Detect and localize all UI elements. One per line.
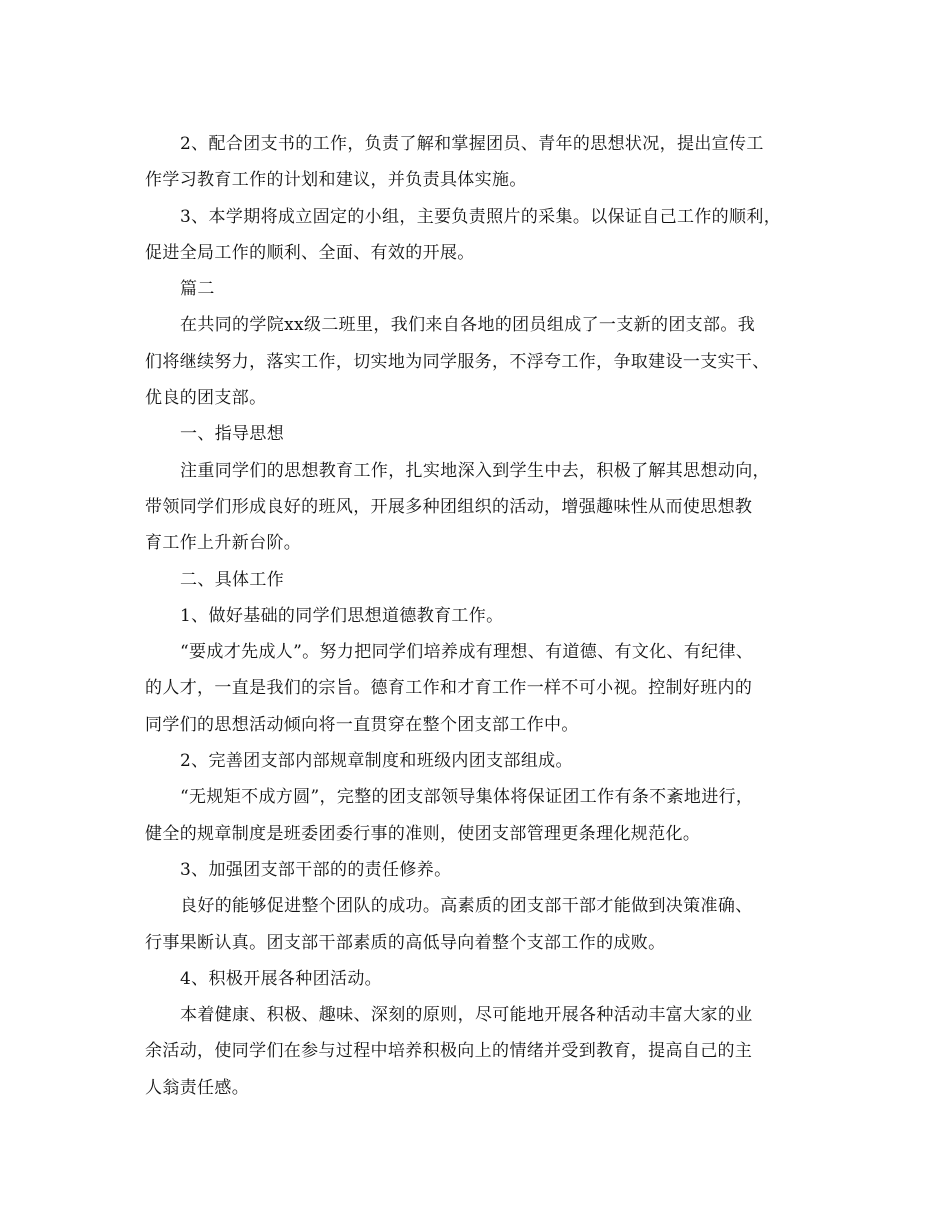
text-line: 优良的团支部。 <box>145 388 267 409</box>
text-line: 良好的能够促进整个团队的成功。高素质的团支部干部才能做到决策准确、 <box>180 896 753 917</box>
document-body <box>145 126 817 1106</box>
text-line: 人翁责任感。 <box>145 1077 250 1098</box>
text-line: 促进全局工作的顺利、全面、有效的开展。 <box>145 242 475 263</box>
text-line: 2、配合团支书的工作，负责了解和掌握团员、青年的思想状况，提出宣传工 <box>180 134 764 154</box>
section-heading: 篇二 <box>180 279 215 300</box>
text-line: 行事果断认真。团支部干部素质的高低导向着整个支部工作的成败。 <box>145 932 666 953</box>
text-line: “要成才先成人”。努力把同学们培养成有理想、有道德、有文化、有纪律、 <box>180 642 754 663</box>
text-line: 在共同的学院xx级二班里，我们来自各地的团员组成了一支新的团支部。我 <box>180 315 756 336</box>
text-line: 同学们的思想活动倾向将一直贯穿在整个团支部工作中。 <box>145 714 579 735</box>
text-line: 3、本学期将成立固定的小组，主要负责照片的采集。以保证自己工作的顺利， <box>180 206 782 227</box>
list-item-heading: 2、完善团支部内部规章制度和班级内团支部组成。 <box>180 751 573 772</box>
list-item-heading: 1、做好基础的同学们思想道德教育工作。 <box>180 605 504 626</box>
text-line: 余活动，使同学们在参与过程中培养积极向上的情绪并受到教育，提高自己的主 <box>145 1041 753 1062</box>
section-heading: 二、具体工作 <box>180 569 285 590</box>
text-line: 的人才，一直是我们的宗旨。德育工作和才育工作一样不可小视。控制好班内的 <box>145 678 753 699</box>
text-line: 健全的规章制度是班委团委行事的准则，使团支部管理更条理化规范化。 <box>145 823 701 844</box>
text-line: 本着健康、积极、趣味、深刻的原则，尽可能地开展各种活动丰富大家的业 <box>180 1005 753 1026</box>
text-line: 带领同学们形成良好的班风，开展多种团组织的活动，增强趣味性从而使思想教 <box>145 496 753 517</box>
text-line: “无规矩不成方圆”，完整的团支部领导集体将保证团工作有条不紊地进行， <box>180 787 754 808</box>
list-item-heading: 3、加强团支部干部的的责任修养。 <box>180 859 452 880</box>
text-line: 作学习教育工作的计划和建议，并负责具体实施。 <box>145 170 527 191</box>
list-item-heading: 4、积极开展各种团活动。 <box>180 968 383 989</box>
text-line: 注重同学们的思想教育工作，扎实地深入到学生中去，积极了解其思想动向， <box>180 460 770 481</box>
text-line: 育工作上升新台阶。 <box>145 533 302 554</box>
section-heading: 一、指导思想 <box>180 424 285 445</box>
text-line: 们将继续努力，落实工作，切实地为同学服务，不浮夸工作，争取建设一支实干、 <box>145 351 770 372</box>
